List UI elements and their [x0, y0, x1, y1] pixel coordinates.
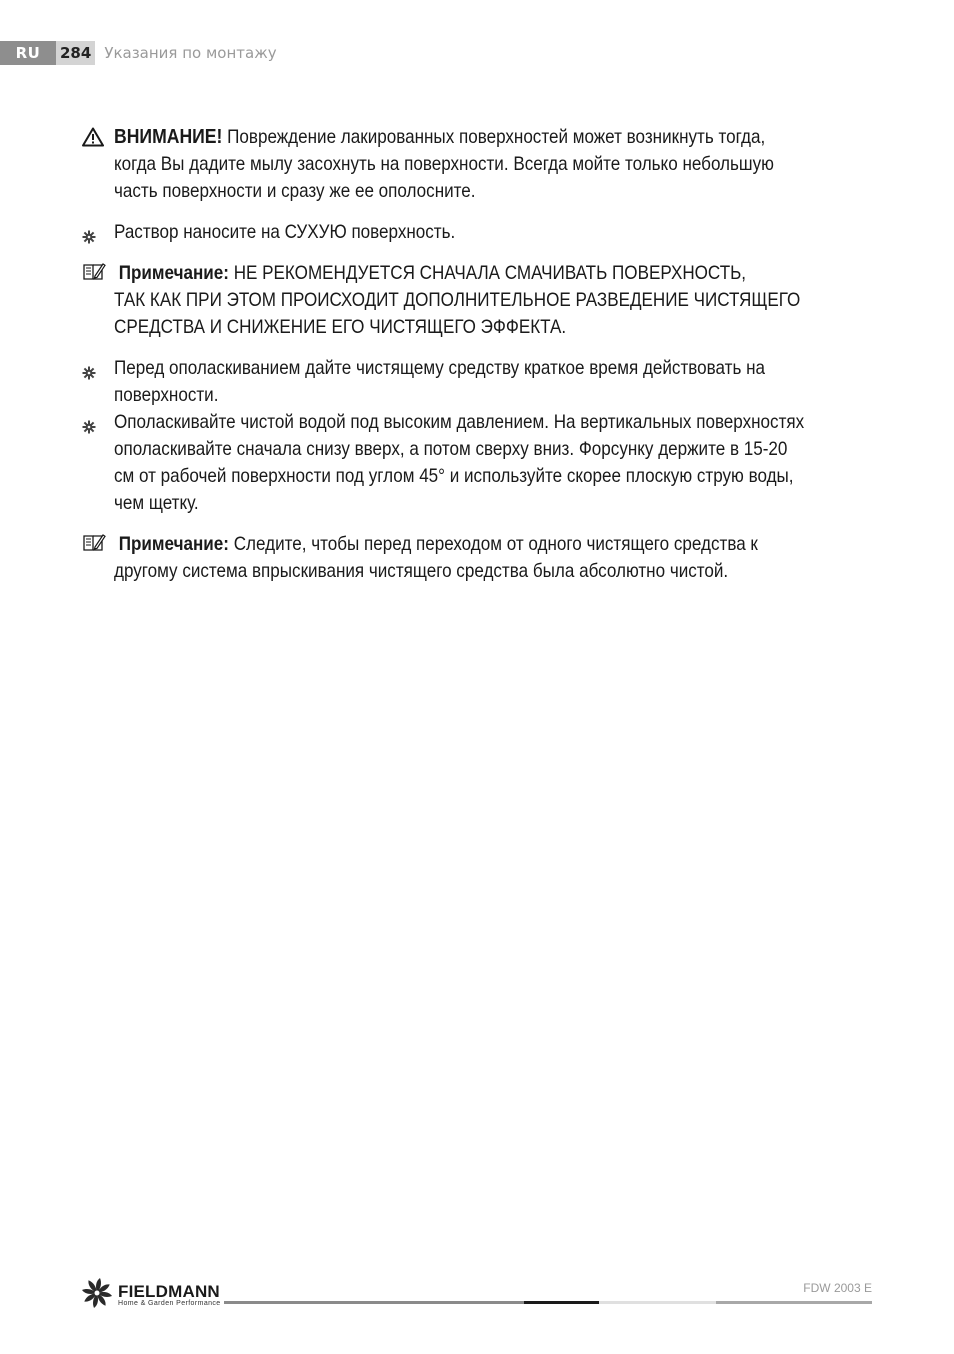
bullet-gear-icon	[82, 415, 96, 442]
bullet-text-line-1: Ополаскивайте чистой водой под высоким давлением. На вертикальных поверхностях	[114, 411, 805, 433]
brand-name: FIELDMANN	[118, 1282, 220, 1301]
note-line-2: ТАК КАК ПРИ ЭТОМ ПРОИСХОДИТ ДОПОЛНИТЕЛЬНОЕ РАЗВЕДЕНИЕ ЧИСТЯЩЕГО	[114, 289, 801, 311]
bullet-text-line-2: ополаскивайте сначала снизу вверх, а потом сверху вниз. Форсунку держите в 15-20	[114, 438, 788, 460]
note-line-1: НЕ РЕКОМЕНДУЕТСЯ СНАЧАЛА СМАЧИВАТЬ ПОВЕРХНОСТЬ,	[228, 262, 747, 284]
language-badge: RU	[0, 41, 56, 65]
note-line-3: СРЕДСТВА И СНИЖЕНИЕ ЕГО ЧИСТЯЩЕГО ЭФФЕКТА.	[114, 316, 567, 338]
warning-block	[82, 124, 882, 205]
page-header	[0, 41, 277, 65]
page-number: 284	[56, 41, 95, 65]
note-line-2: другому система впрыскивания чистящего средства была абсолютно чистой.	[114, 560, 729, 582]
bullet-text-line-1: Перед ополаскиванием дайте чистящему средству краткое время действовать на	[114, 357, 766, 379]
footer-rule-gray	[224, 1301, 524, 1304]
note-block	[82, 260, 882, 341]
bullet-text: Раствор наносите на СУХУЮ поверхность.	[114, 221, 456, 243]
model-number: FDW 2003 E	[803, 1281, 872, 1295]
warning-line-3: часть поверхности и сразу же ее ополосните.	[114, 180, 476, 202]
note-book-icon	[82, 261, 106, 289]
brand-tagline: Home & Garden Performance	[118, 1300, 221, 1307]
warning-line-1: Повреждение лакированных поверхностей может возникнуть тогда,	[222, 126, 766, 148]
section-title: Указания по монтажу	[104, 44, 277, 62]
warning-triangle-icon	[82, 127, 104, 155]
fieldmann-fan-icon	[80, 1276, 114, 1315]
bullet-text-line-4: чем щетку.	[114, 492, 199, 514]
bullet-gear-icon	[82, 225, 96, 252]
note-line-1: Следите, чтобы перед переходом от одного чистящего средства к	[228, 533, 758, 555]
bullet-item	[82, 355, 882, 409]
warning-label: ВНИМАНИЕ!	[114, 126, 223, 148]
note-label: Примечание:	[118, 262, 229, 284]
note-label: Примечание:	[118, 533, 229, 555]
note-block	[82, 531, 882, 585]
fieldmann-logo	[80, 1276, 221, 1315]
bullet-item	[82, 219, 882, 246]
page-content	[82, 124, 882, 585]
footer-rule-gray-right	[716, 1301, 872, 1304]
note-book-icon	[82, 532, 106, 560]
bullet-text-line-3: см от рабочей поверхности под углом 45° и используйте скорее плоскую струю воды,	[114, 465, 794, 487]
bullet-gear-icon	[82, 361, 96, 388]
footer-rule-light	[599, 1301, 716, 1304]
bullet-item	[82, 409, 882, 517]
footer-rule-dark	[524, 1301, 599, 1304]
bullet-text-line-2: поверхности.	[114, 384, 219, 406]
warning-line-2: когда Вы дадите мылу засохнуть на поверхности. Всегда мойте только небольшую	[114, 153, 774, 175]
